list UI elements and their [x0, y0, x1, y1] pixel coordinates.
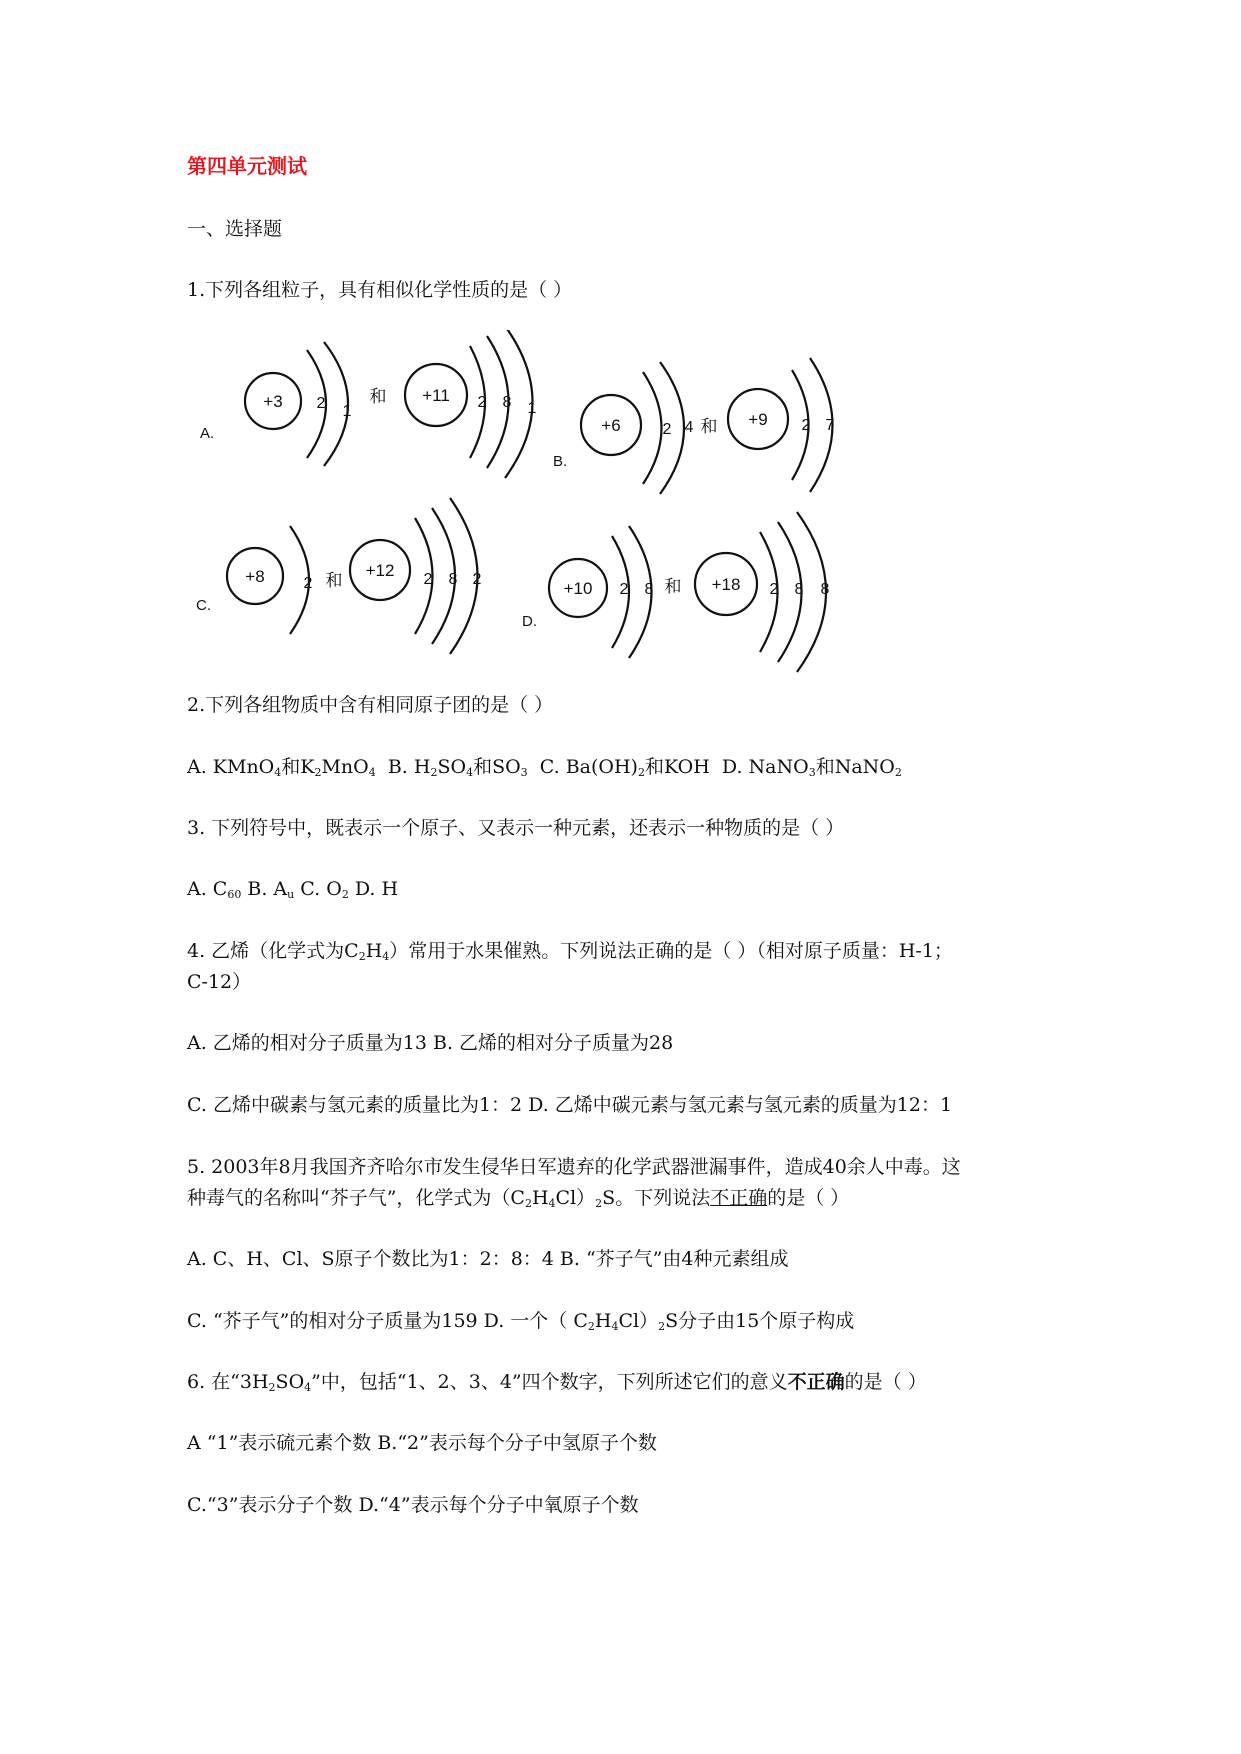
question-4-options-cd: C. 乙烯中碳素与氢元素的质量比为1：2 D. 乙烯中碳元素与氢元素与氢元素的质量为12：1 — [187, 1094, 953, 1116]
atom-d1-charge: +10 — [563, 579, 593, 598]
atom-d2-shell-3-count: 8 — [820, 581, 830, 598]
atom-c2-shell-2-count: 8 — [448, 571, 458, 588]
atom-a2-shell-3-count: 1 — [527, 400, 537, 417]
question-1-stem: 1.下列各组粒子，具有相似化学性质的是（ ） — [187, 279, 573, 301]
atom-d2-shell-2-count: 8 — [794, 581, 804, 598]
question-6-options-cd: C.“3”表示分子个数 D.“4”表示每个分子中氧原子个数 — [187, 1494, 639, 1516]
question-4-stem-line-1: 4. 乙烯（化学式为$C_2H_4$）常用于水果催熟。下列说法正确的是（ ）（相对原子质量：H-1； — [187, 940, 953, 963]
atom-c2-shell-3-count: 2 — [472, 571, 482, 588]
atom-a1-shell-2-count: 1 — [342, 403, 352, 420]
atom-d1-shell-2-count: 8 — [644, 581, 654, 598]
question-6-stem: 6. 在“$3H_2SO_4$”中，包括“1、2、3、4”四个数字，下列所述它们的意义不正确的是（ ） — [187, 1371, 927, 1394]
question-5-options-cd: C. “芥子气”的相对分子质量为159 D. 一个（ $C_2H_4Cl)_2S$分子由15个原子构成 — [187, 1310, 855, 1333]
atom-b2-charge: +9 — [748, 410, 768, 429]
atom-a2-shell-2-count: 8 — [502, 394, 512, 411]
question-4-stem-line-2: C-12） — [187, 971, 252, 993]
atom-c2-shell-1-count: 2 — [423, 571, 433, 588]
atom-a2-shell-1-count: 2 — [477, 394, 487, 411]
option-c-label: C. — [196, 597, 211, 614]
and-b: 和 — [700, 417, 718, 436]
atom-a1-shell-1-count: 2 — [316, 395, 326, 412]
question-5-stem-line-2: 种毒气的名称叫“芥子气”，化学式为$(C_2H_4Cl)_2S$。下列说法不正确的是（ ） — [187, 1187, 850, 1210]
atom-b1-shell-2-count: 4 — [684, 419, 694, 436]
question-5-stem-line-1: 5. 2003年8月我国齐齐哈尔市发生侵华日军遗弃的化学武器泄漏事件，造成40余人中毒。这 — [187, 1156, 961, 1178]
question-3-options: A. $C_{60}$ B. $A_u$ C. $O_2$ D. H — [187, 878, 399, 901]
question-5-options-ab: A. C、H、Cl、S原子个数比为1：2：8：4 B. “芥子气”由4种元素组成 — [187, 1248, 789, 1270]
atom-d2-shell-1-count: 2 — [769, 581, 779, 598]
question-6-options-ab: A “1”表示硫元素个数 B.“2”表示每个分子中氢原子个数 — [187, 1432, 657, 1454]
question-4-options-ab: A. 乙烯的相对分子质量为13 B. 乙烯的相对分子质量为28 — [187, 1032, 674, 1054]
atomic-structure-diagram — [0, 330, 1241, 690]
atom-a2-charge: +11 — [422, 386, 450, 405]
page-title: 第四单元测试 — [187, 154, 307, 178]
atom-c1-charge: +8 — [245, 567, 265, 586]
atom-d1-shell-1-count: 2 — [619, 581, 629, 598]
atom-b2-shell-1-count: 2 — [801, 417, 811, 434]
and-c: 和 — [325, 571, 343, 590]
atom-b1-charge: +6 — [601, 416, 621, 435]
atom-c1-shell-1-count: 2 — [303, 575, 313, 592]
option-d-label: D. — [522, 613, 537, 630]
option-b-label: B. — [553, 453, 568, 470]
atom-c2-charge: +12 — [365, 561, 395, 580]
atom-d2-charge: +18 — [711, 575, 741, 594]
question-2-stem: 2.下列各组物质中含有相同原子团的是（ ） — [187, 694, 554, 716]
atom-b2-shell-2-count: 7 — [825, 417, 835, 434]
and-a: 和 — [369, 387, 387, 406]
and-d: 和 — [664, 577, 682, 596]
atom-a1-charge: +3 — [263, 392, 283, 411]
question-3-stem: 3. 下列符号中，既表示一个原子、又表示一种元素，还表示一种物质的是（ ） — [187, 817, 845, 839]
atom-b1-shell-1 — [643, 372, 662, 484]
section-heading: 一、选择题 — [187, 218, 283, 240]
option-a-label: A. — [200, 425, 215, 442]
atom-b1-shell-1-count: 2 — [662, 421, 672, 438]
question-2-options: A. KMnO$_4$和$K_2MnO_4$ B. $H_2SO_4$和$SO_3$ C. $Ba(OH)_2$和KOH D. NaNO$_3$和NaNO$_2$ — [187, 756, 902, 779]
